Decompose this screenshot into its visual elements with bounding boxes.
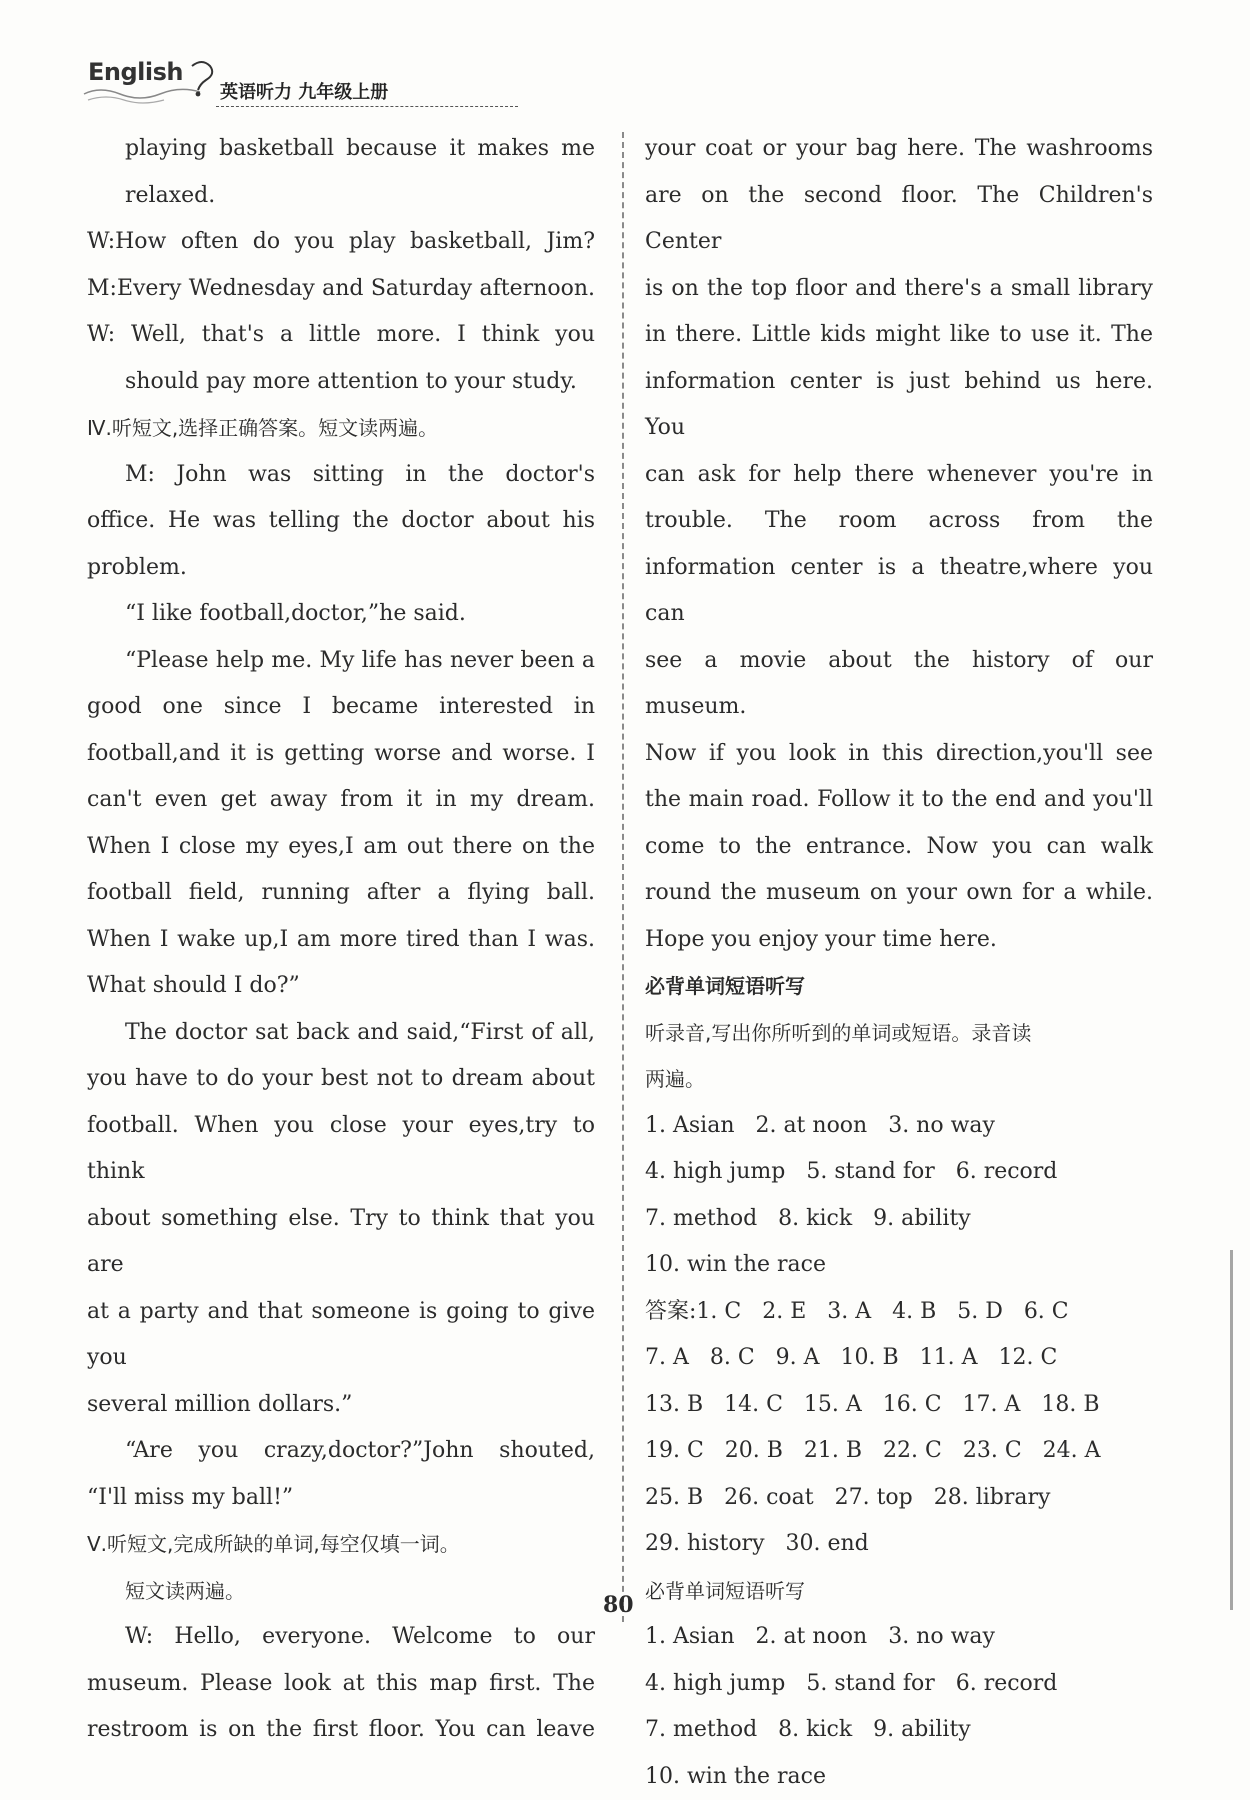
text-line: 4. high jump 5. stand for 6. record: [645, 1661, 1153, 1708]
text-line: information center is a theatre,where you can: [645, 545, 1153, 638]
text-line: playing basketball because it makes me: [87, 126, 595, 173]
text-line: 听录音,写出你所听到的单词或短语。录音读: [645, 1010, 1153, 1057]
text-line: information center is just behind us here. You: [645, 359, 1153, 452]
text-line: several million dollars.”: [87, 1382, 595, 1429]
text-line: W: Well, that's a little more. I think you: [87, 312, 595, 359]
text-line: 4. high jump 5. stand for 6. record: [645, 1149, 1153, 1196]
right-column: [645, 126, 1153, 1800]
text-line: 25. B 26. coat 27. top 28. library: [645, 1475, 1153, 1522]
text-line: “Are you crazy,doctor?”John shouted,: [87, 1428, 595, 1475]
text-line: 必背单词短语听写: [645, 1568, 1153, 1615]
left-column: [87, 126, 595, 1754]
text-line: restroom is on the first floor. You can leave: [87, 1707, 595, 1754]
text-line: W:How often do you play basketball, Jim?: [87, 219, 595, 266]
text-line: 10. win the race: [645, 1754, 1153, 1800]
text-line: are on the second floor. The Children's Center: [645, 173, 1153, 266]
text-line: “I'll miss my ball!”: [87, 1475, 595, 1522]
text-line: When I wake up,I am more tired than I was.: [87, 917, 595, 964]
text-line: at a party and that someone is going to give you: [87, 1289, 595, 1382]
text-line: 29. history 30. end: [645, 1521, 1153, 1568]
text-line: 答案:1. C 2. E 3. A 4. B 5. D 6. C: [645, 1289, 1153, 1336]
text-line: 7. method 8. kick 9. ability: [645, 1196, 1153, 1243]
text-line: When I close my eyes,I am out there on the: [87, 824, 595, 871]
text-line: your coat or your bag here. The washrooms: [645, 126, 1153, 173]
text-line: W: Hello, everyone. Welcome to our: [87, 1614, 595, 1661]
text-line: Hope you enjoy your time here.: [645, 917, 1153, 964]
text-line: relaxed.: [87, 173, 595, 220]
text-line: football. When you close your eyes,try to think: [87, 1103, 595, 1196]
text-line: M: John was sitting in the doctor's: [87, 452, 595, 499]
text-line: you have to do your best not to dream about: [87, 1056, 595, 1103]
text-line: round the museum on your own for a while.: [645, 870, 1153, 917]
text-line: 1. Asian 2. at noon 3. no way: [645, 1103, 1153, 1150]
text-line: office. He was telling the doctor about his: [87, 498, 595, 545]
text-line: museum. Please look at this map first. The: [87, 1661, 595, 1708]
text-line: problem.: [87, 545, 595, 592]
text-line: What should I do?”: [87, 963, 595, 1010]
header-divider: [216, 106, 518, 107]
text-line: 必背单词短语听写: [645, 963, 1153, 1010]
text-line: 7. method 8. kick 9. ability: [645, 1707, 1153, 1754]
text-line: Ⅳ.听短文,选择正确答案。短文读两遍。: [87, 405, 595, 452]
text-line: M:Every Wednesday and Saturday afternoon.: [87, 266, 595, 313]
text-line: The doctor sat back and said,“First of all,: [87, 1010, 595, 1057]
text-line: football field, running after a flying ball.: [87, 870, 595, 917]
text-line: in there. Little kids might like to use it. The: [645, 312, 1153, 359]
text-line: 1. Asian 2. at noon 3. no way: [645, 1614, 1153, 1661]
scan-edge-mark: [1230, 1250, 1233, 1610]
text-line: good one since I became interested in: [87, 684, 595, 731]
text-line: Ⅴ.听短文,完成所缺的单词,每空仅填一词。: [87, 1521, 595, 1568]
column-divider: [622, 132, 624, 1622]
text-line: should pay more attention to your study.: [87, 359, 595, 406]
text-line: 13. B 14. C 15. A 16. C 17. A 18. B: [645, 1382, 1153, 1429]
text-line: 7. A 8. C 9. A 10. B 11. A 12. C: [645, 1335, 1153, 1382]
text-line: come to the entrance. Now you can walk: [645, 824, 1153, 871]
text-line: trouble. The room across from the: [645, 498, 1153, 545]
text-line: 短文读两遍。: [87, 1568, 595, 1615]
text-line: “I like football,doctor,”he said.: [87, 591, 595, 638]
text-line: 10. win the race: [645, 1242, 1153, 1289]
english-logo: English: [88, 58, 183, 86]
text-line: about something else. Try to think that you are: [87, 1196, 595, 1289]
page-header: [80, 52, 440, 108]
text-line: “Please help me. My life has never been a: [87, 638, 595, 685]
text-line: 19. C 20. B 21. B 22. C 23. C 24. A: [645, 1428, 1153, 1475]
book-title: 英语听力 九年级上册: [220, 78, 388, 104]
text-line: can ask for help there whenever you're in: [645, 452, 1153, 499]
text-line: is on the top floor and there's a small library: [645, 266, 1153, 313]
text-line: the main road. Follow it to the end and you'll: [645, 777, 1153, 824]
text-line: see a movie about the history of our museum.: [645, 638, 1153, 731]
page-number: 80: [603, 1592, 634, 1618]
text-line: football,and it is getting worse and worse. I: [87, 731, 595, 778]
text-line: Now if you look in this direction,you'll see: [645, 731, 1153, 778]
text-line: can't even get away from it in my dream.: [87, 777, 595, 824]
text-line: 两遍。: [645, 1056, 1153, 1103]
